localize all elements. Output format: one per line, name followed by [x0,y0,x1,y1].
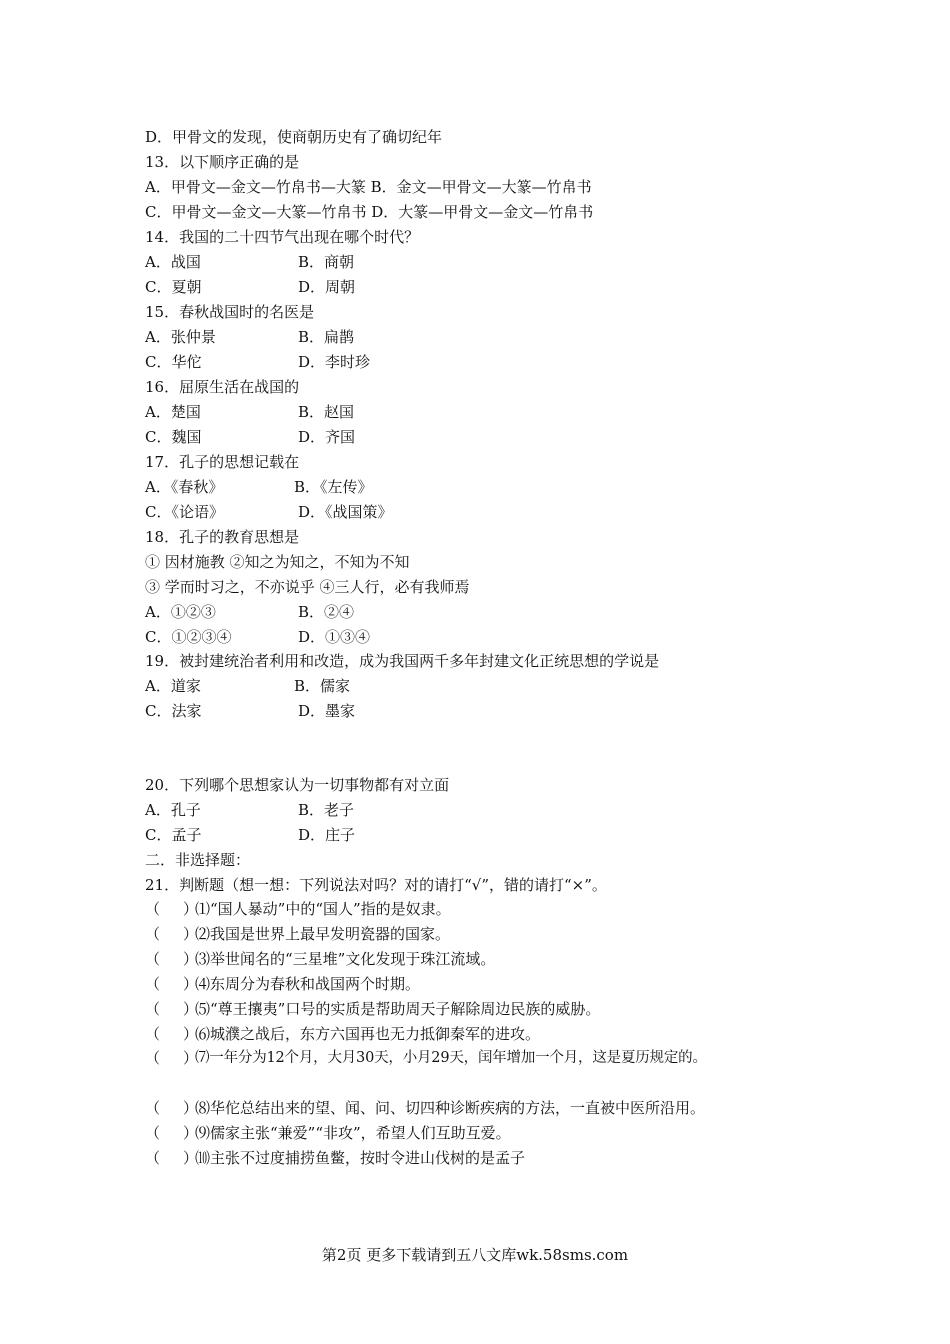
page-footer: 第2页 更多下载请到五八文库wk.58sms.com [321,1246,629,1264]
q15-option-d: D．李时珍 [298,353,371,371]
paren-close: ） [183,1025,199,1043]
q17-option-b: B．《左传》 [294,478,373,496]
q21-stem: 21．判断题（想一想：下列说法对吗？对的请打“√”，错的请打“×”。 [145,876,607,894]
judgment-statement: ⑵我国是世界上最早发明瓷器的国家。 [195,925,451,943]
q18-option-a: A．①②③ [145,603,216,621]
paren-open: （ [145,1124,161,1142]
q17-row-1 [145,477,373,497]
q14-option-c: C．夏朝 [145,278,202,296]
q16-row-2 [145,427,356,447]
q20-row-2 [145,825,356,845]
q19-option-b: B．儒家 [294,677,351,695]
q14-stem: 14．我国的二十四节气出现在哪个时代？ [145,228,420,246]
judgment-statement: ⑶举世闻名的“三星堆”文化发现于珠江流域。 [195,950,496,968]
paren-close: ） [183,1000,199,1018]
paren-close: ） [183,1124,199,1142]
q20-option-c: C．孟子 [145,826,202,844]
paren-close: ） [183,950,199,968]
judgment-statement: ⑹城濮之战后，东方六国再也无力抵御秦军的进攻。 [195,1025,541,1043]
q17-option-a: A．《春秋》 [145,478,224,496]
q16-stem: 16．屈原生活在战国的 [145,378,300,396]
q18-statements-2: ③ 学而时习之，不亦说乎 ④三人行，必有我师焉 [145,578,470,596]
paren-open: （ [145,1025,161,1043]
q15-option-a: A．张仲景 [145,328,216,346]
q14-option-d: D．周朝 [298,278,356,296]
q18-row-1 [145,602,355,622]
q20-stem: 20．下列哪个思想家认为一切事物都有对立面 [145,776,450,794]
q15-stem: 15．春秋战国时的名医是 [145,303,315,321]
paren-open: （ [145,900,161,918]
paren-close: ） [183,1149,199,1167]
judgment-statement: ⑽主张不过度捕捞鱼鳖，按时令进山伐树的是孟子 [195,1149,526,1167]
paren-open: （ [145,1049,161,1067]
q17-row-2 [145,502,393,522]
paren-open: （ [145,1000,161,1018]
q18-option-d: D．①③④ [298,628,371,646]
judgment-statement: ⑷东周分为春秋和战国两个时期。 [195,975,421,993]
q18-option-c: C．①②③④ [145,628,232,646]
q19-row-1 [145,676,351,696]
paren-close: ） [183,975,199,993]
q13-stem: 13．以下顺序正确的是 [145,153,300,171]
q12-option-d: D．甲骨文的发现，使商朝历史有了确切纪年 [145,128,443,146]
q18-option-b: B．②④ [298,603,355,621]
q20-option-a: A．孔子 [145,801,201,819]
paren-close: ） [183,1049,199,1067]
q20-row-1 [145,800,355,820]
q16-row-1 [145,402,355,422]
q16-option-d: D．齐国 [298,428,356,446]
q15-option-c: C．华佗 [145,353,202,371]
q15-row-2 [145,352,371,372]
q17-option-c: C．《论语》 [145,503,224,521]
q15-row-1 [145,327,355,347]
paren-close: ） [183,925,199,943]
section-heading: 二．非选择题： [145,851,251,869]
q14-row-2 [145,277,356,297]
q16-option-c: C．魏国 [145,428,202,446]
q16-option-a: A．楚国 [145,403,201,421]
q14-option-a: A．战国 [145,253,201,271]
q18-row-2 [145,627,371,647]
q19-option-a: A．道家 [145,677,201,695]
judgment-statement: ⑺一年分为12个月，大月30天，小月29天，闰年增加一个月，这是夏历规定的。 [195,1050,707,1066]
q19-option-d: D．墨家 [298,702,356,720]
paren-close: ） [183,1099,199,1117]
paren-open: （ [145,975,161,993]
paren-open: （ [145,950,161,968]
q14-row-1 [145,252,355,272]
paren-open: （ [145,1099,161,1117]
q14-option-b: B．商朝 [298,253,355,271]
q17-stem: 17．孔子的思想记载在 [145,453,300,471]
q15-option-b: B．扁鹊 [298,328,355,346]
paren-open: （ [145,1149,161,1167]
q13-options-cd: C．甲骨文—金文—大篆—竹帛书 D．大篆—甲骨文—金文—竹帛书 [145,203,594,221]
judgment-statement: ⑴“国人暴动”中的“国人”指的是奴隶。 [195,900,451,918]
paren-open: （ [145,925,161,943]
q18-stem: 18．孔子的教育思想是 [145,528,300,546]
q16-option-b: B．赵国 [298,403,355,421]
q20-option-d: D．庄子 [298,826,356,844]
judgment-statement: ⑸“尊王攘夷”口号的实质是帮助周天子解除周边民族的威胁。 [195,1000,601,1018]
judgment-statement: ⑻华佗总结出来的望、闻、问、切四种诊断疾病的方法，一直被中医所沿用。 [195,1099,706,1117]
q19-stem: 19．被封建统治者利用和改造，成为我国两千多年封建文化正统思想的学说是 [145,652,660,670]
q19-option-c: C．法家 [145,702,202,720]
q13-options-ab: A．甲骨文—金文—竹帛书—大篆 B．金文—甲骨文—大篆—竹帛书 [145,178,592,196]
paren-close: ） [183,900,199,918]
q20-option-b: B．老子 [298,801,355,819]
judgment-statement: ⑼儒家主张“兼爱”“非攻”，希望人们互助互爱。 [195,1124,511,1142]
q18-statements-1: ① 因材施教 ②知之为知之，不知为不知 [145,553,410,571]
q17-option-d: D．《战国策》 [298,503,393,521]
q19-row-2 [145,701,356,721]
